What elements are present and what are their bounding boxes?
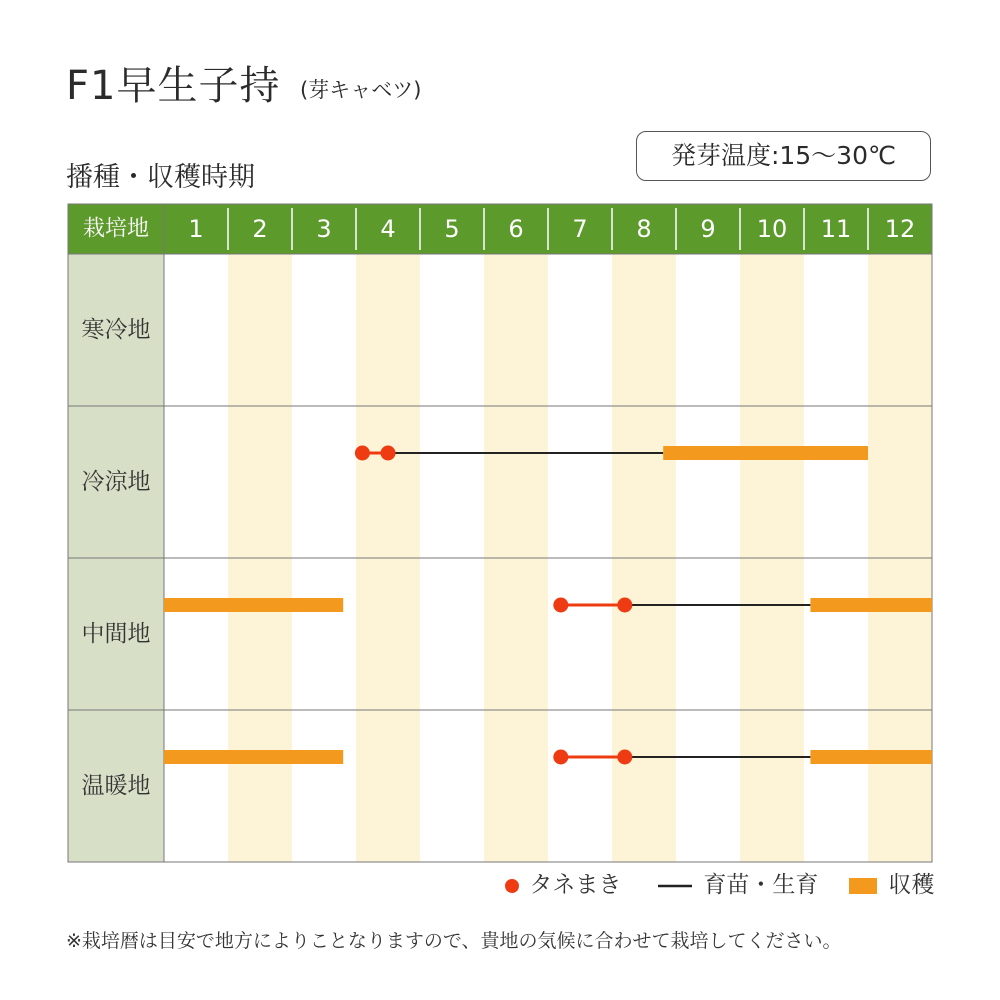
page-subtitle: (芽キャベツ) [300,78,422,102]
legend-item-growing [656,868,818,902]
region-label: 冷涼地 [81,469,151,495]
month-tick-label: 11 [820,215,852,243]
month-tick-label: 3 [316,215,332,243]
month-tick-label: 5 [444,215,460,243]
footnote: ※栽培暦は目安で地方によりことなりますので、貴地の気候に合わせて栽培してください。 [66,930,842,952]
month-tick-label: 4 [380,215,396,243]
sowing-point [553,598,568,613]
legend-item-harvest [847,868,934,902]
page-title: F1早生子持 [66,63,281,109]
harvest-bar [810,598,932,612]
legend [500,868,935,902]
harvest-bar-icon [847,868,881,902]
month-tick-label: 7 [572,215,588,243]
legend-label-growing: 育苗・生育 [703,872,819,898]
month-tick-label: 10 [756,215,788,243]
month-tick-label: 1 [188,215,204,243]
month-tick-label: 9 [700,215,716,243]
section-title: 播種・収穫時期 [66,162,255,193]
growing-line-icon [656,868,696,902]
month-tick-label: 8 [636,215,652,243]
harvest-bar [663,446,868,460]
region-label: 寒冷地 [81,317,151,343]
harvest-bar [164,750,343,764]
sowing-point [355,446,370,461]
header-label: 栽培地 [82,216,150,242]
legend-label-harvest: 収穫 [888,872,935,898]
harvest-bar [164,598,343,612]
legend-item-sowing [500,868,621,902]
sowing-point [381,446,396,461]
month-tick-label: 2 [252,215,268,243]
harvest-bar [810,750,932,764]
sowing-point [617,598,632,613]
month-tick-label: 6 [508,215,524,243]
region-label: 中間地 [81,621,151,647]
legend-label-sowing: タネまき [529,872,622,898]
sowing-point [553,750,568,765]
germination-temperature-badge: 発芽温度:15〜30℃ [636,131,931,181]
sowing-marker-icon [500,868,522,902]
month-tick-label: 12 [884,215,916,243]
region-label: 温暖地 [81,773,151,799]
sowing-point [617,750,632,765]
